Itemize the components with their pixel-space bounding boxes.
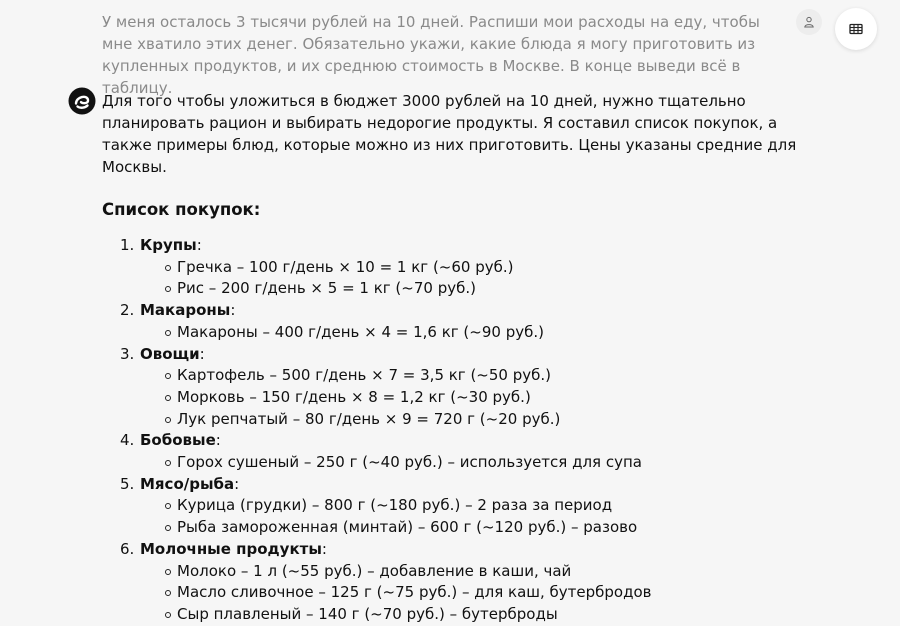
table-view-button[interactable]: [835, 8, 877, 50]
category-name: Макароны: [140, 301, 231, 320]
product-item: Масло сливочное – 125 г (~75 руб.) – для каш, бутербродов: [140, 582, 802, 604]
user-avatar: [796, 9, 822, 35]
category-name: Крупы: [140, 236, 197, 254]
category-number: 3.: [120, 344, 135, 363]
category-number: 2.: [120, 301, 135, 320]
product-item: Лук репчатый – 80 г/день × 9 = 720 г (~20 руб.): [140, 409, 802, 431]
user-message: У меня осталось 3 тысячи рублей на 10 дней. Распиши мои расходы на еду, чтобы мне хватило этих денег. Обязательно укажи, какие блюда я могу приготовить из купленных продуктов, и их среднюю стоимость в Москве. В конце выведи всё в таблицу.: [102, 13, 760, 97]
table-icon: [849, 23, 863, 35]
category-number: 5.: [120, 474, 135, 493]
category-name: Молочные продукты: [140, 539, 322, 558]
category-products: [140, 561, 802, 626]
category-item: 1. Крупы: Гречка – 100 г/день × 10 = 1 кг (~60 руб.) Рис – 200 г/день × 5 = 1 кг (~70 руб.): [102, 235, 802, 300]
category-name: Овощи: [140, 344, 200, 363]
answer-intro: Для того чтобы уложиться в бюджет 3000 рублей на 10 дней, нужно тщательно планировать рацион и выбирать недорогие продукты. Я составил список покупок, а также примеры блюд, которые можно из них приготовить. Цены указаны средние для Москвы.: [102, 92, 797, 176]
product-item: Курица (грудки) – 800 г (~180 руб.) – 2 раза за период: [140, 495, 802, 517]
category-item: 6. Молочные продукты: Молоко – 1 л (~55 руб.) – добавление в каши, чай Масло сливочное – 125 г (~75 руб.) – для каш, бутербродов Сыр плавленый – 140 г (~70 руб.) – бутерброды: [102, 539, 802, 626]
shopping-list-title: Список покупок:: [102, 200, 261, 219]
product-item: Гречка – 100 г/день × 10 = 1 кг (~60 руб.): [140, 257, 802, 279]
product-item: Макароны – 400 г/день × 4 = 1,6 кг (~90 руб.): [140, 322, 802, 344]
category-item: 5. Мясо/рыба: Курица (грудки) – 800 г (~180 руб.) – 2 раза за период Рыба замороженная (минтай) – 600 г (~120 руб.) – разово: [102, 474, 802, 539]
user-icon: [803, 16, 815, 28]
assistant-logo-icon: [68, 87, 96, 115]
product-item: Сыр плавленый – 140 г (~70 руб.) – бутерброды: [140, 604, 802, 626]
product-item: Молоко – 1 л (~55 руб.) – добавление в каши, чай: [140, 561, 802, 583]
product-item: Рис – 200 г/день × 5 = 1 кг (~70 руб.): [140, 278, 802, 300]
category-item: 4. Бобовые: Горох сушеный – 250 г (~40 руб.) – используется для супа: [102, 430, 802, 473]
category-number: 6.: [120, 539, 135, 558]
category-products: [140, 322, 802, 344]
category-products: [140, 257, 802, 300]
category-item: 3. Овощи: Картофель – 500 г/день × 7 = 3,5 кг (~50 руб.) Морковь – 150 г/день × 8 = 1,2 кг (~30 руб.) Лук репчатый – 80 г/день × 9 = 720 г (~20 руб.): [102, 344, 802, 431]
product-item: Рыба замороженная (минтай) – 600 г (~120 руб.) – разово: [140, 517, 802, 539]
assistant-answer: [102, 90, 802, 626]
category-products: [140, 365, 802, 430]
category-item: 2. Макароны: Макароны – 400 г/день × 4 = 1,6 кг (~90 руб.): [102, 300, 802, 343]
category-products: [140, 495, 802, 538]
category-number: 4.: [120, 431, 135, 450]
product-item: Морковь – 150 г/день × 8 = 1,2 кг (~30 руб.): [140, 387, 802, 409]
category-name: Бобовые: [140, 431, 216, 450]
product-item: Горох сушеный – 250 г (~40 руб.) – используется для супа: [140, 452, 802, 474]
product-item: Картофель – 500 г/день × 7 = 3,5 кг (~50 руб.): [140, 365, 802, 387]
category-number: 1.: [120, 236, 135, 254]
category-products: [140, 452, 802, 474]
category-name: Мясо/рыба: [140, 474, 235, 493]
shopping-list: [102, 235, 802, 626]
